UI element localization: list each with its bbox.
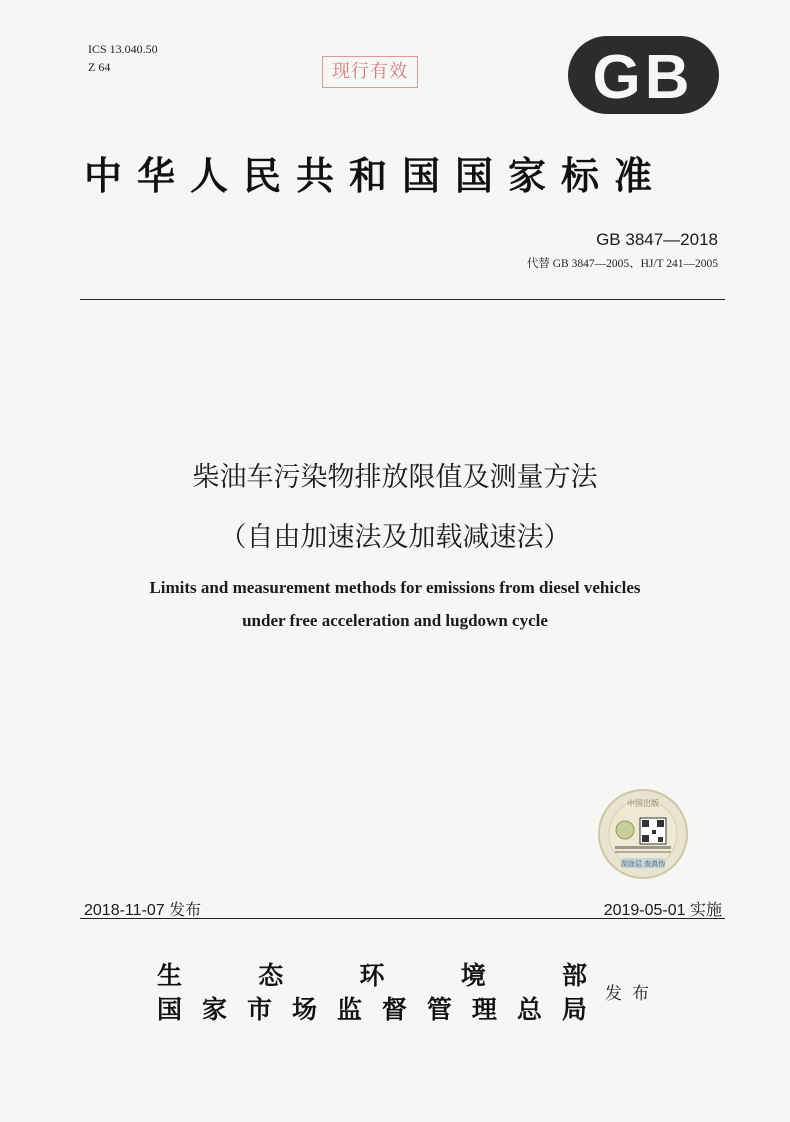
bottom-divider xyxy=(80,918,725,919)
issuer-char: 境 xyxy=(460,961,486,990)
title-cn-line2: （自由加速法及加载减速法） xyxy=(219,522,571,553)
issuer-char: 局 xyxy=(561,995,587,1024)
title-en-line2: under free acceleration and lugdown cycle xyxy=(242,611,548,630)
issuer-line2 xyxy=(157,990,587,1026)
gb-logo-text: GB xyxy=(592,43,694,112)
issuer-char: 态 xyxy=(258,961,284,990)
national-standard-heading: 中华人民共和国国家标准 xyxy=(84,153,668,198)
title-en-line1: Limits and measurement methods for emissions from diesel vehicles xyxy=(149,578,641,597)
replaces-note: 代替 GB 3847—2005、HJ/T 241—2005 xyxy=(526,258,718,270)
seal-footer-text: 刮涂层 查真伪 xyxy=(620,860,666,868)
issuer-char: 总 xyxy=(516,995,542,1024)
standard-number: GB 3847—2018 xyxy=(596,230,718,249)
issuer-char: 国 xyxy=(157,995,183,1024)
ccs-code: Z 64 xyxy=(88,60,111,74)
seal-top-text: 中国出版 xyxy=(627,799,659,808)
publish-label: 发布 xyxy=(605,984,659,1004)
issuer-char: 部 xyxy=(561,961,587,990)
issuer-char: 生 xyxy=(157,961,183,990)
issuer-char: 监 xyxy=(336,995,362,1024)
certificate-seal xyxy=(597,788,689,884)
issuer-char: 管 xyxy=(426,995,452,1024)
implementation-date: 2019-05-01 实施 xyxy=(603,902,722,919)
classification-codes xyxy=(88,40,158,76)
issuer-char: 场 xyxy=(291,995,317,1024)
issuer-line1 xyxy=(157,956,587,992)
issuer-char: 家 xyxy=(201,995,227,1024)
validity-stamp: 现行有效 xyxy=(322,56,418,88)
issue-date: 2018-11-07 发布 xyxy=(84,902,202,919)
issuer-char: 督 xyxy=(381,995,407,1024)
gb-logo xyxy=(566,34,721,120)
issuer-char: 理 xyxy=(471,995,497,1024)
issuer-char: 市 xyxy=(246,995,272,1024)
ics-code: ICS 13.040.50 xyxy=(88,42,158,56)
issuer-char: 环 xyxy=(359,961,385,990)
title-cn-line1: 柴油车污染物排放限值及测量方法 xyxy=(192,462,598,493)
top-divider xyxy=(80,299,725,300)
